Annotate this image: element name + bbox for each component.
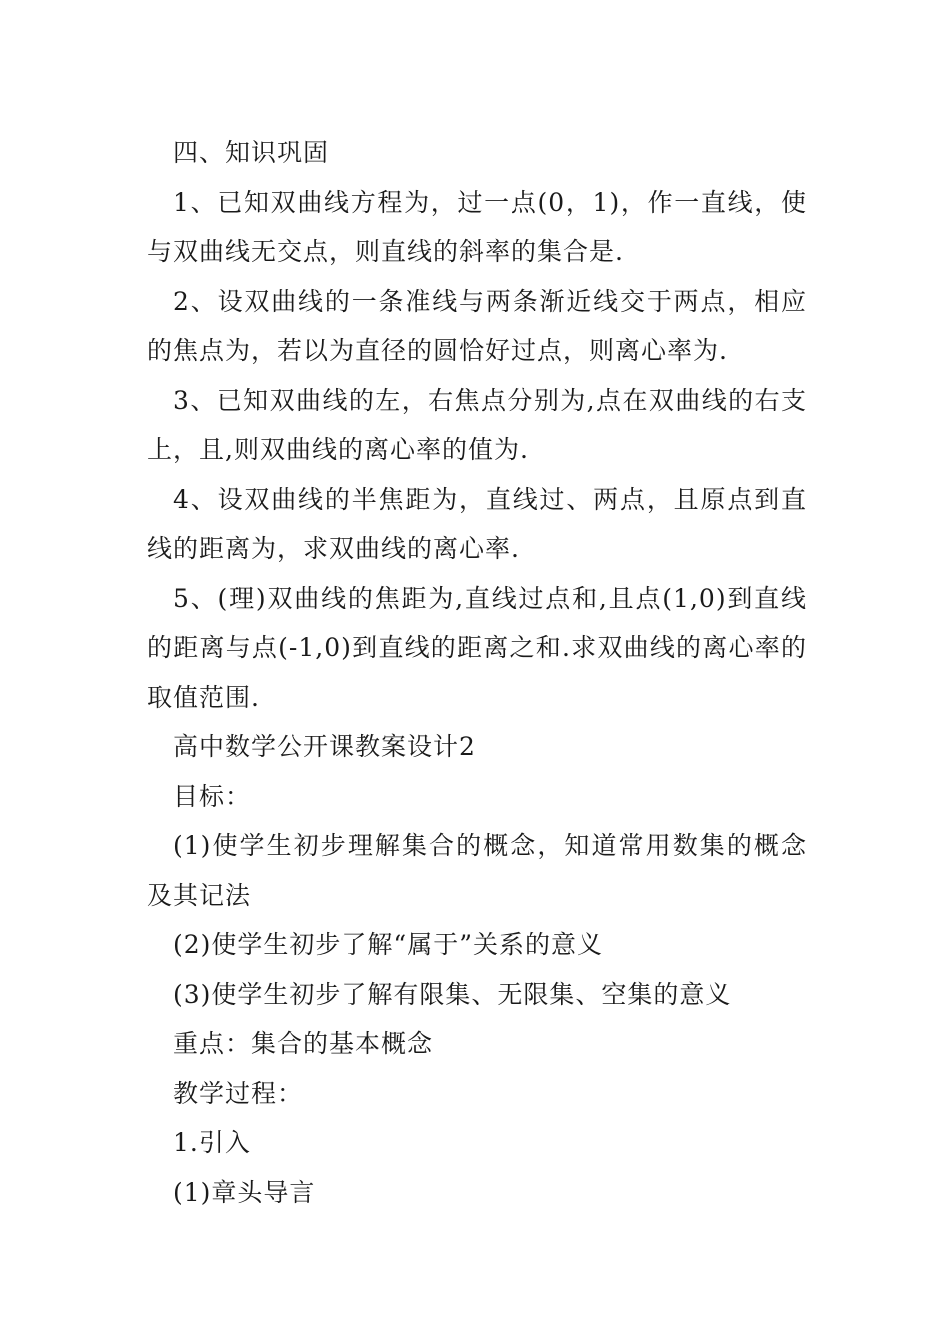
document-body [147, 128, 807, 1217]
section-heading-knowledge-consolidation: 四、知识巩固 [173, 138, 330, 167]
chapter-introduction: (1)章头导言 [173, 1177, 316, 1207]
objectives-heading: 目标： [173, 781, 252, 811]
key-point: 重点：集合的基本概念 [173, 1029, 434, 1058]
exercise-1: 1、已知双曲线方程为，过一点(0，1)，作一直线，使与双曲线无交点，则直线的斜率的集合是. [147, 187, 807, 266]
exercise-4: 4、设双曲线的半焦距为，直线过、两点，且原点到直线的距离为，求双曲线的离心率. [147, 484, 807, 563]
exercise-3: 3、已知双曲线的左，右焦点分别为,点在双曲线的右支上，且,则双曲线的离心率的值为. [147, 385, 807, 464]
teaching-process-heading: 教学过程： [173, 1078, 304, 1108]
objective-2: (2)使学生初步了解“属于”关系的意义 [173, 930, 603, 959]
objective-3: (3)使学生初步了解有限集、无限集、空集的意义 [173, 979, 732, 1009]
exercise-2: 2、设双曲线的一条准线与两条渐近线交于两点，相应的焦点为，若以为直径的圆恰好过点，则离心率为. [147, 286, 807, 365]
step-introduction: 1.引入 [173, 1128, 251, 1157]
lesson-plan-title: 高中数学公开课教案设计2 [173, 732, 476, 761]
exercise-5: 5、(理)双曲线的焦距为,直线过点和,且点(1,0)到直线的距离与点(-1,0)到直线的距离之和.求双曲线的离心率的取值范围. [147, 583, 807, 712]
objective-1: (1)使学生初步理解集合的概念，知道常用数集的概念及其记法 [147, 831, 807, 910]
